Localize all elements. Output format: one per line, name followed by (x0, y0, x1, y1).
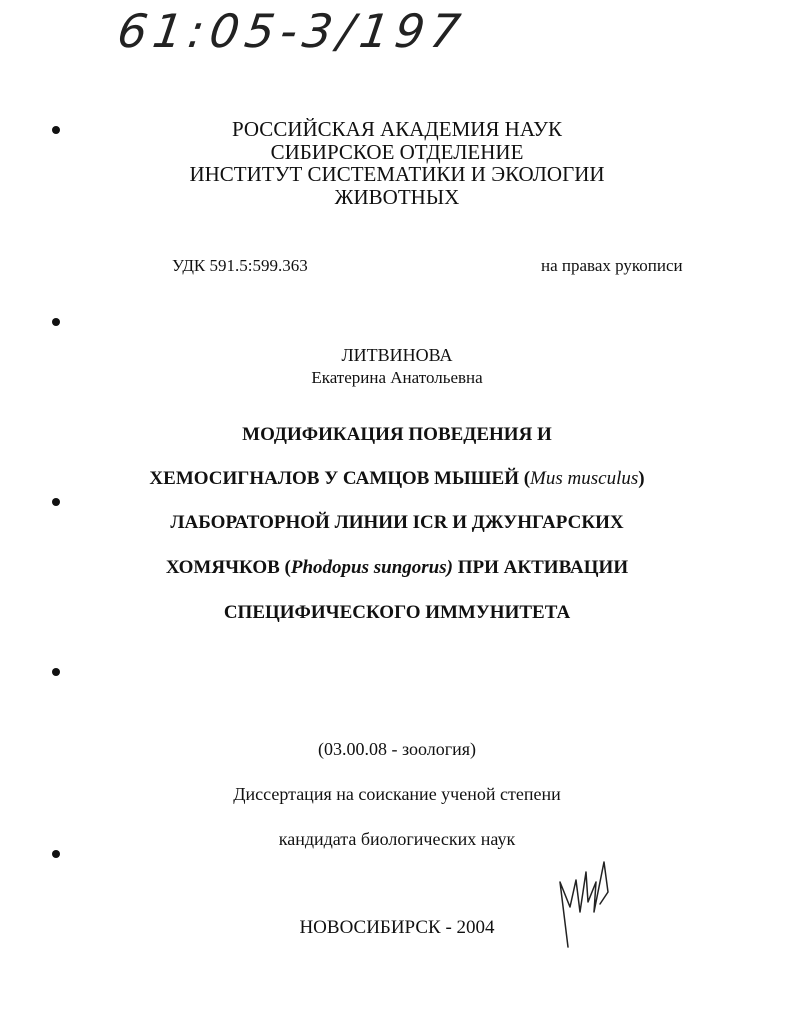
udc-code: УДК 591.5:599.363 (172, 256, 308, 275)
degree-line-2: кандидата биологических наук (278, 829, 516, 849)
species-phodopus-sungorus: Phodopus sungorus) (290, 557, 453, 578)
title-line-2-text: ХЕМОСИГНАЛОВ У САМЦОВ МЫШЕЙ ( (149, 468, 531, 489)
title-line-4 (0, 556, 794, 580)
rights-note: на правах рукописи (541, 256, 683, 275)
city-year: НОВОСИБИРСК - 2004 (299, 917, 495, 938)
institution-line-4: ЖИВОТНЫХ (334, 185, 460, 209)
title-line-1: МОДИФИКАЦИЯ ПОВЕДЕНИЯ И (242, 424, 552, 445)
degree-line-1: Диссертация на соискание ученой степени (233, 784, 561, 804)
title-line-3: ЛАБОРАТОРНОЙ ЛИНИИ ICR И ДЖУНГАРСКИХ (170, 512, 624, 533)
author-given-names: Екатерина Анатольевна (311, 368, 483, 387)
margin-dot (52, 498, 60, 506)
specialty-code: (03.00.08 - зоология) (317, 739, 477, 759)
margin-dot (52, 668, 60, 676)
title-line-4-text: ХОМЯЧКОВ ( (165, 557, 291, 578)
title-line-4-rest: ПРИ АКТИВАЦИИ (452, 557, 629, 578)
title-line-2 (0, 467, 794, 491)
title-line-2-close: ) (638, 468, 645, 489)
species-mus-musculus: Mus musculus (530, 468, 639, 489)
institution-line-1: РОССИЙСКАЯ АКАДЕМИЯ НАУК (231, 117, 563, 141)
author-surname: ЛИТВИНОВА (341, 345, 453, 365)
institution-line-2: СИБИРСКОЕ ОТДЕЛЕНИЕ (270, 140, 524, 164)
title-line-5: СПЕЦИФИЧЕСКОГО ИММУНИТЕТА (223, 602, 571, 623)
handwritten-archive-code: 61:05-3/197 (114, 4, 470, 58)
margin-dot (52, 850, 60, 858)
margin-dot (52, 318, 60, 326)
institution-line-3: ИНСТИТУТ СИСТЕМАТИКИ И ЭКОЛОГИИ (189, 162, 605, 186)
